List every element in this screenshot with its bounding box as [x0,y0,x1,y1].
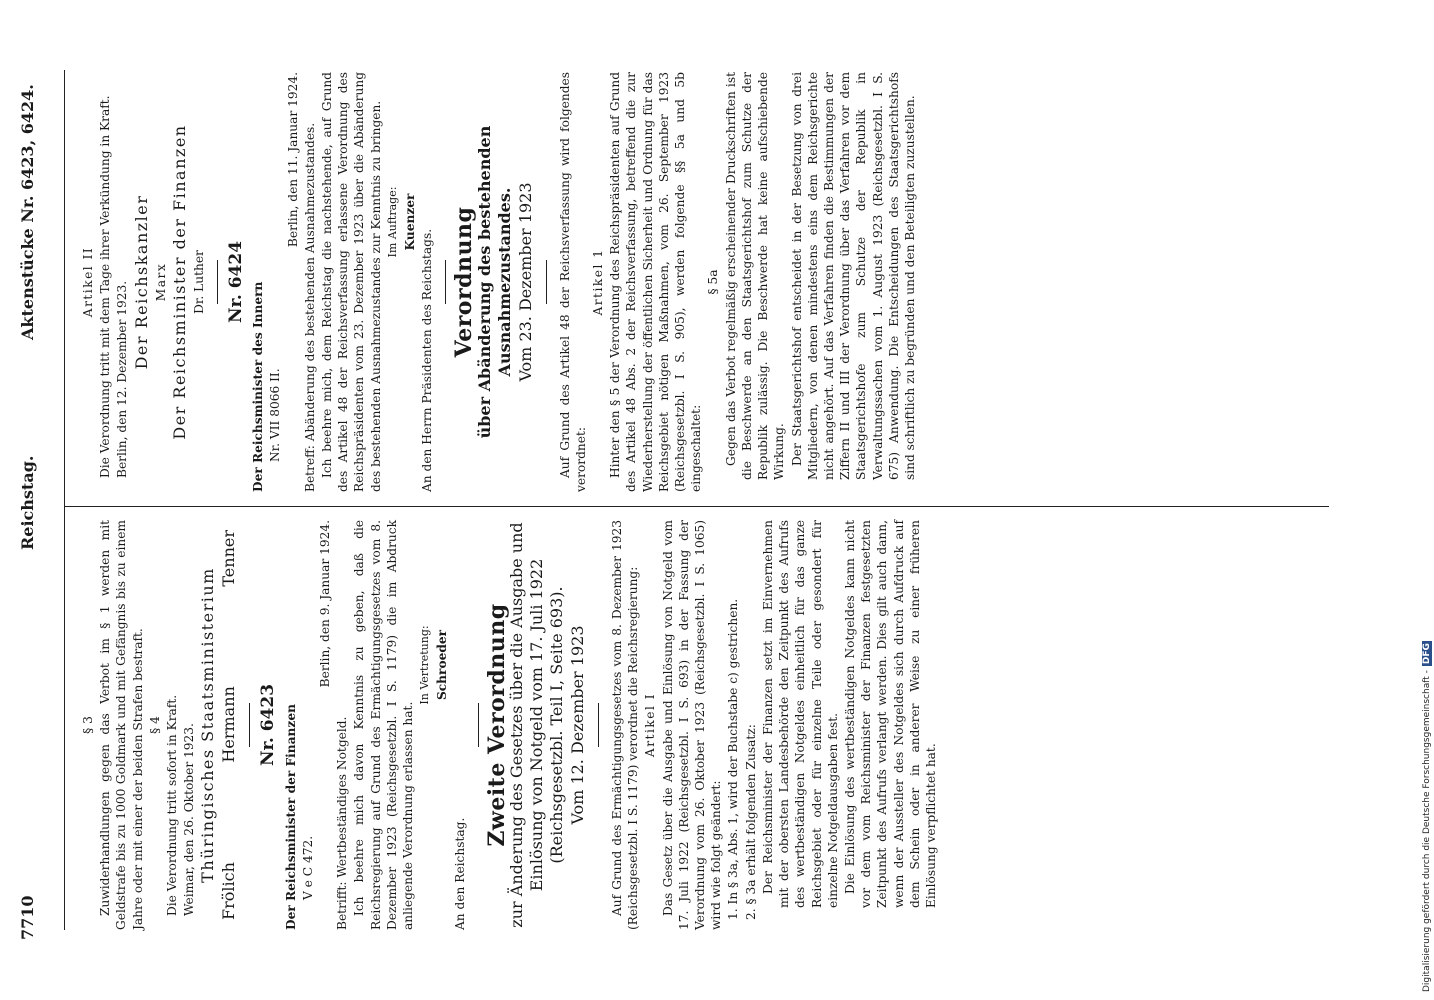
page-number: 7710 [18,895,37,940]
signatory: Frölich [219,862,239,920]
signatory-name: Dr. Luther [191,250,206,314]
signatory: Tenner [219,530,239,587]
decree-title: Verordnung [451,206,478,358]
right-column [80,72,919,492]
proxy-name: Schroeder [435,629,450,701]
divider [249,703,250,747]
sender: Der Reichsminister des Innern [251,281,266,492]
section-heading: § 4 [147,716,162,734]
divider [598,703,599,747]
amendment-quote: Die Einlösung des wertbeständigen Notgeldes kann nicht vor dem vom Reichsminister der Finanzen festgesetzten Zeitpunkt des Aufrufs verlangt werden. Dies gilt auch dann, wenn der Aussteller des Notgeldes sich durch Aufdruck auf dem Schein oder in anderer Weise zu einer früheren Einlösung verpflichtet hat. [842,520,938,908]
section-heading: § 5a [706,269,721,295]
amendment-item: 1. In § 3a, Abs. 1, wird der Buchstabe c) gestrichen. [726,598,741,920]
addressee: An den Herrn Präsidenten des Reichstags. [420,228,435,492]
proxy-label: In Vertretung: [418,625,432,705]
ministry-name: Thüringisches Staatsministerium [198,567,218,883]
addressee: An den Reichstag. [452,817,467,930]
article-text: Das Gesetz über die Ausgabe und Einlösung von Notgeld vom 17. Juli 1922 (Reichsgesetzbl. I S. 693) in der Fassung der Verordnung vom 26. Oktober 1923 (Reichsgesetzbl. I S. 1065) wird wie folgt geändert: [660,520,724,930]
file-reference: Nr. VII 8066 II. [268,368,283,462]
header-rule [64,70,65,930]
signatories [219,520,239,930]
decree-title: Zweite Verordnung [483,603,510,847]
document-number: Nr. 6423 [258,683,279,767]
letter-body: Ich beehre mich, dem Reichstag die nachstehende, auf Grund des Artikel 48 der Reichsverfassung erlassene Verordnung des Reichspräsidenten vom 23. Dezember 1923 über die Abänderung des bestehenden Ausnahmezustandes zur Kenntnis zu bringen. [320,72,383,492]
place-date: Berlin, den 12. Dezember 1923. [115,280,130,478]
sender: Der Reichsminister der Finanzen [283,704,298,930]
document-number: Nr. 6424 [226,240,247,324]
commission-label: Im Auftrage: [385,186,399,258]
divider [217,260,218,304]
divider [478,703,479,747]
left-column [80,520,940,930]
subject-line: Betreff: Abänderung des bestehenden Ausnahmezustandes. [302,122,317,492]
dfg-logo: DFG [1422,643,1432,665]
article-heading: Artikel 1 [591,248,606,316]
place-date: Weimar, den 26. Oktober 1923. [182,723,197,916]
section-text: Gegen das Verbot regelmäßig erscheinender Druckschriften ist die Beschwerde an den Staatsgerichtshof zum Schutze der Republik zulässig. Die Beschwerde hat keine aufschiebende Wirkung. [723,72,787,480]
subject-line: Betrifft: Wertbeständiges Notgeld. [335,716,350,930]
letter-body: Ich beehre mich davon Kenntnis zu geben, daß die Reichsregierung auf Grund des Ermächtigungsgesetzes vom 8. Dezember 1923 (Reichsgesetzbl. I S. 1179) die im Abdruck anliegende Verordnung erlassen hat. [352,520,416,930]
decree-subtitle: über Abänderung des bestehenden Ausnahmezustandes. [474,125,514,439]
commission-name: Kuenzer [403,193,418,251]
decree-date: Vom 23. Dezember 1923 [515,182,535,382]
date-line: Berlin, den 9. Januar 1924. [318,520,333,688]
collection-title: Aktenstücke Nr. 6423, 6424. [18,84,37,340]
file-reference: V e C 472. [300,835,315,900]
digitization-notice [1420,8,1434,992]
signatory: Hermann [219,686,239,763]
amendment-item: 2. § 3a erhält folgenden Zusatz: [743,724,758,920]
divider [445,260,446,304]
decree-subtitle: zur Änderung des Gesetzes über die Ausgabe und Einlösung von Notgeld vom 17. Juli 1922 (Reichsgesetzbl. Teil I, Seite 693). [507,522,567,928]
signatory-title: Der Reichsminister der Finanzen [169,124,189,440]
signatory-name: Marx [153,262,168,302]
date-line: Berlin, den 11. Januar 1924. [285,72,300,248]
digitization-text: Digitalisierung gefördert durch die Deutsche Forschungsgemeinschaft - [1422,670,1432,992]
article-text: Die Verordnung tritt mit dem Tage ihrer Verkündung in Kraft. [98,95,113,478]
preamble: Auf Grund des Artikel 48 der Reichsverfassung wird folgendes verordnet: [557,72,588,492]
preamble: Auf Grund des Ermächtigungsgesetzes vom 8. Dezember 1923 (Reichsgesetzbl. I S. 1179) verordnet die Reichsregierung: [610,520,641,930]
column-divider [64,506,1329,507]
amendment-quote: Der Reichsminister der Finanzen setzt im Einvernehmen mit der obersten Landesbehörde den Zeitpunkt des Aufrufs des wertbeständigen Notgeldes einheitlich für das ganze Reichsgebiet oder für einzelne Teile oder gesondert für einzelne Notgeldausgaben fest. [760,520,840,908]
section-heading: § 3 [81,716,95,734]
decree-date: Vom 12. Dezember 1923 [568,625,588,825]
article-heading: Artikel I [643,692,658,758]
article-heading: Artikel II [81,246,95,318]
running-title: Reichstag. [18,455,37,550]
section-text: Die Verordnung tritt sofort in Kraft. [165,694,180,916]
section-text: Der Staatsgerichtshof entscheidet in der Besetzung von drei Mitgliedern, von denen mindestens eins dem Reichsgerichte nicht angehört. Auf das Verfahren finden die Bestimmungen der Ziffern II und III der Verordnung über das Verfahren vor dem Staatsgerichtshofe zum Schutze der Republik in Verwaltungssachen vom 1. August 1923 (Reichsgesetzbl. I S. 675) Anwendung. Die Entscheidungen des Staatsgerichtshofs sind schriftlich zu begründen und den Beteiligten zuzustellen. [789,72,917,480]
signatory-title: Der Reichskanzler [131,194,151,370]
divider [546,260,547,304]
section-text: Zuwiderhandlungen gegen das Verbot im § 1 werden mit Geldstrafe bis zu 1000 Goldmark und mit Gefängnis bis zu einem Jahre oder mit einer der beiden Strafen bestraft. [98,520,145,930]
article-text: Hinter den § 5 der Verordnung des Reichspräsidenten auf Grund des Artikel 48 Abs. 2 der Reichsverfassung, betreffend die zur Wiederherstellung der öffentlichen Sicherheit und Ordnung für das Reichsgebiet nötigen Maßnahmen, vom 26. September 1923 (Reichsgesetzbl. I S. 905), werden folgende §§ 5a und 5b eingeschaltet: [608,72,704,492]
